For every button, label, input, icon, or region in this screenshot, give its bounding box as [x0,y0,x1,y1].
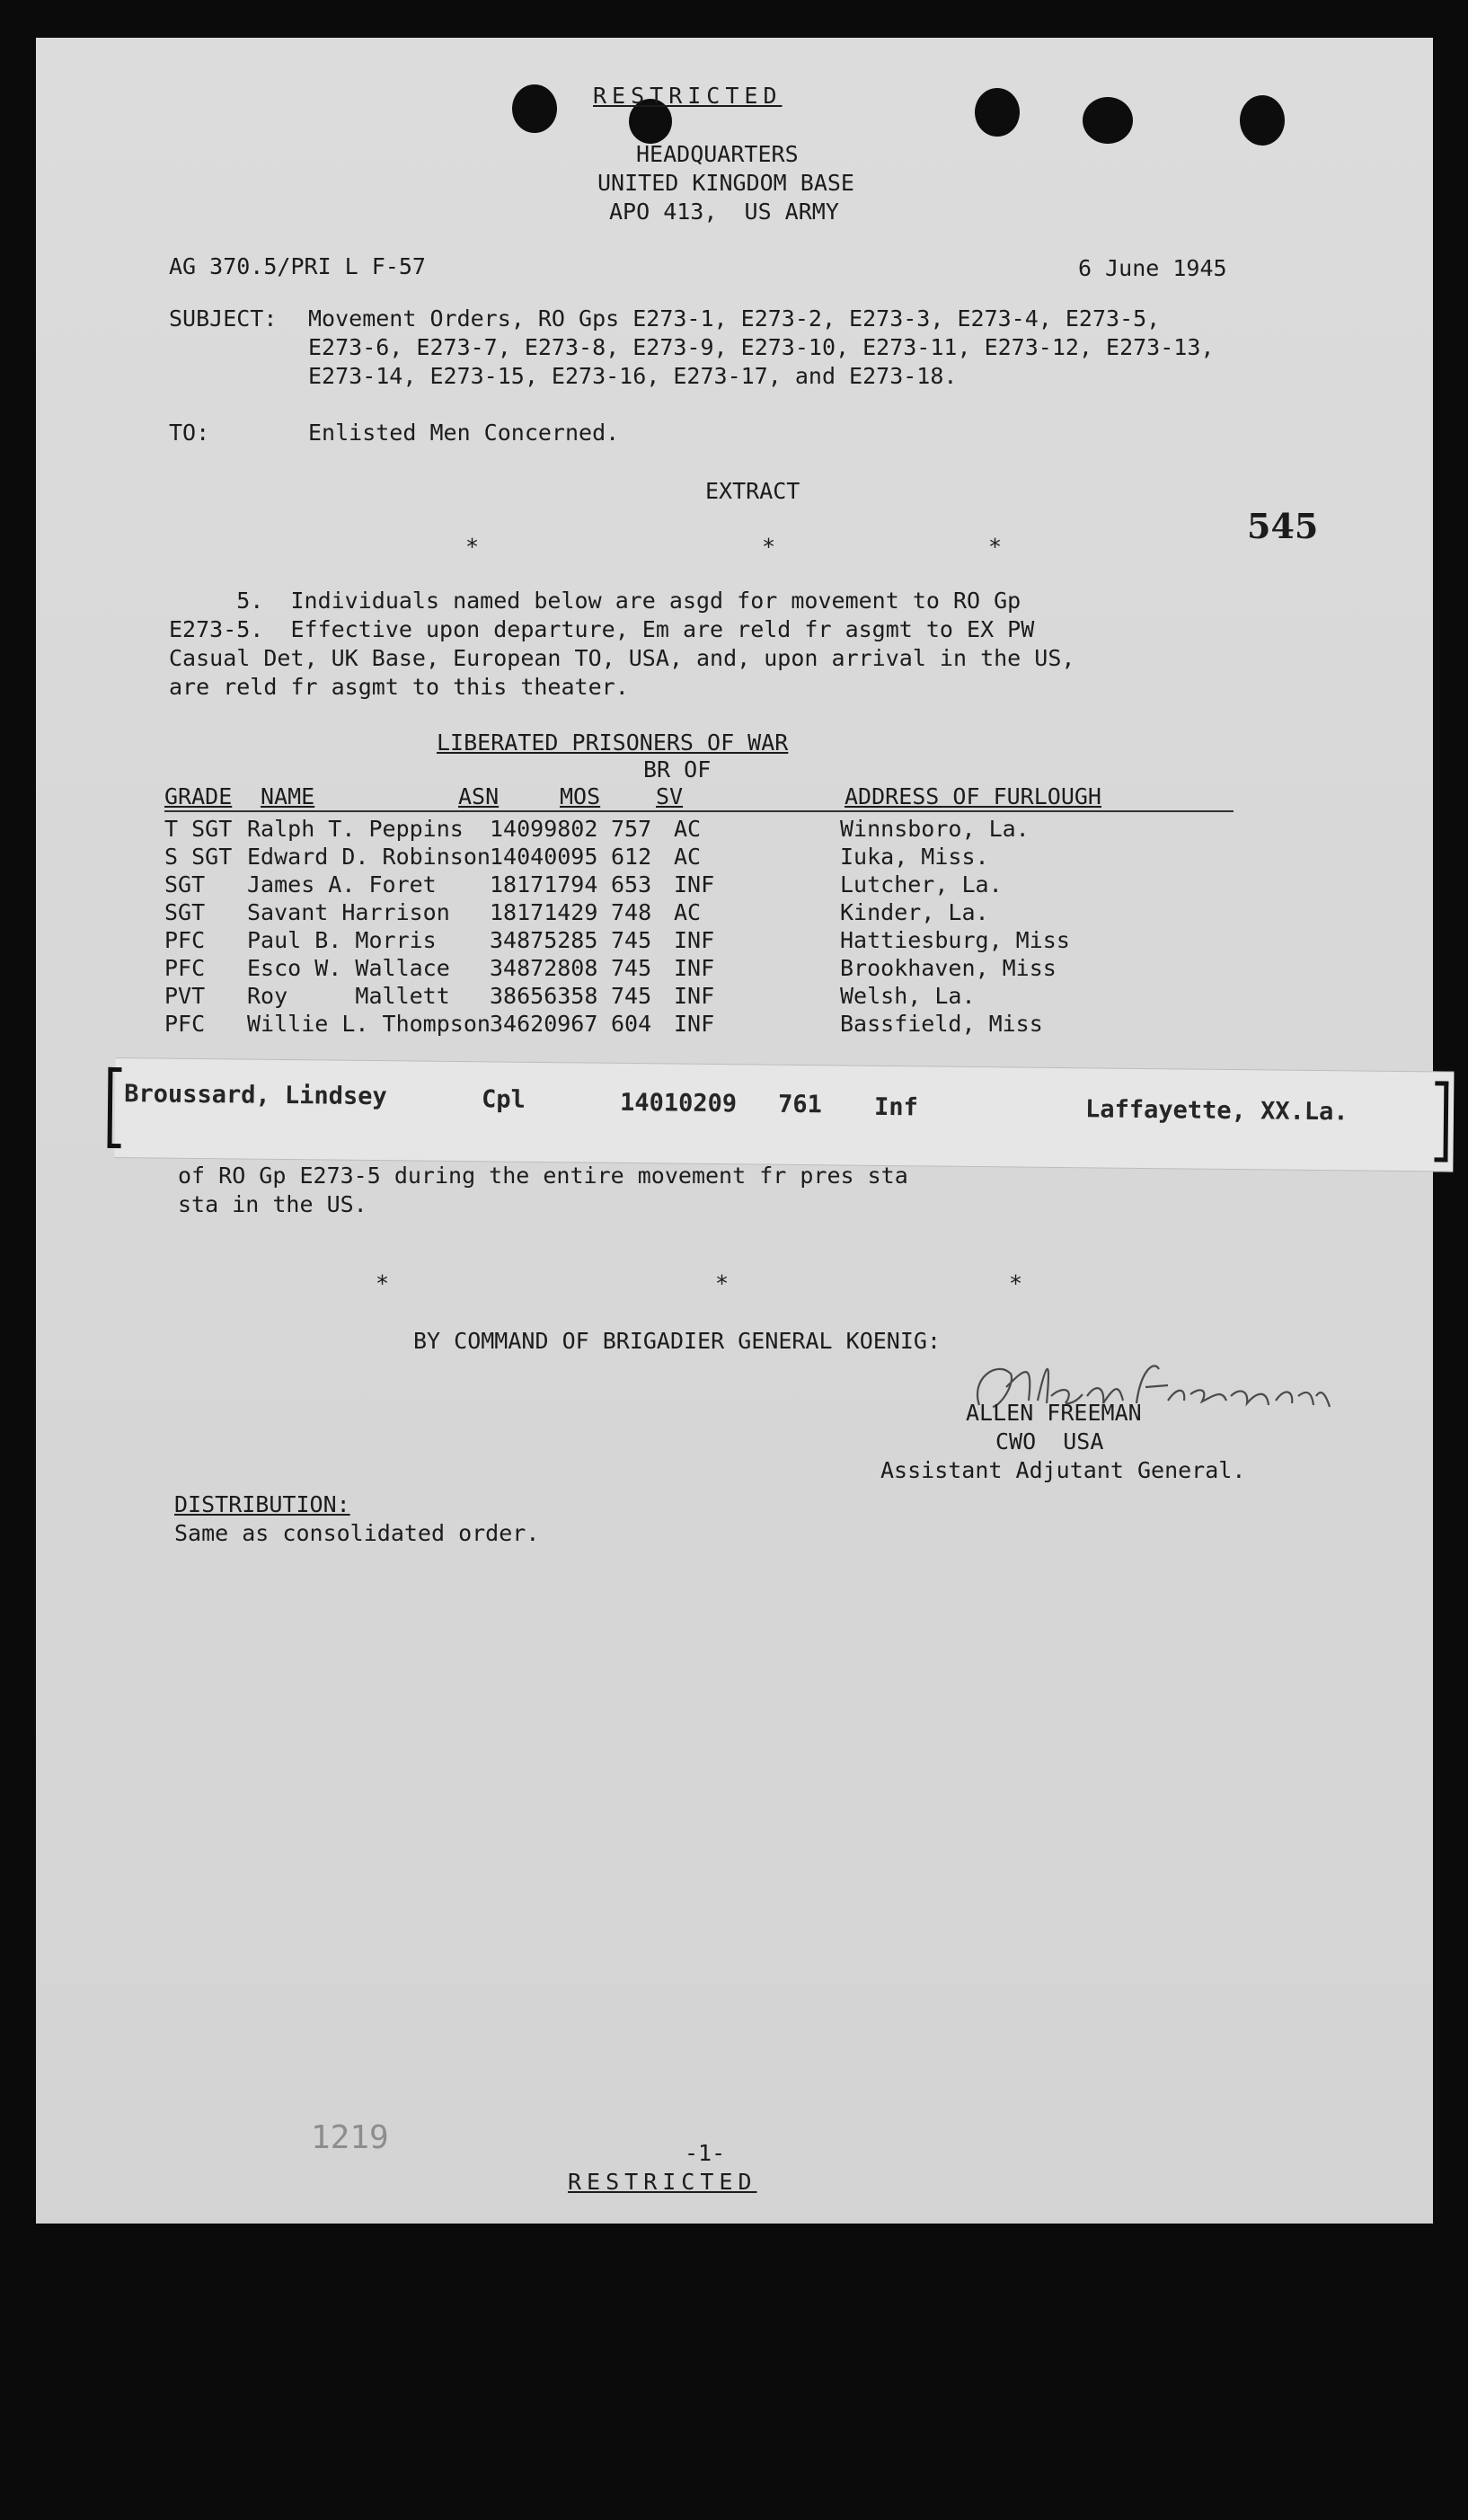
cell-asn: 14099802 [490,816,598,842]
strip-mos: 761 [777,1090,823,1119]
org-line-2: UNITED KINGDOM BASE [597,170,854,196]
table-header-row [36,783,1433,811]
cell-mos: 745 [611,955,652,981]
table-row [36,816,1433,844]
cell-address: Hattiesburg, Miss [840,927,1070,953]
extract-label: EXTRACT [705,478,800,504]
command-line: BY COMMAND OF BRIGADIER GENERAL KOENIG: [413,1328,941,1354]
strip-sv: Inf [873,1092,918,1122]
cell-grade: PVT [164,983,206,1009]
cell-asn: 18171794 [490,871,598,897]
cell-asn: 34872808 [490,955,598,981]
cell-mos: 757 [611,816,652,842]
correction-strip [114,1057,1454,1172]
cell-name: Edward D. Robinson [247,844,491,870]
cell-grade: PFC [164,955,206,981]
document-page [36,38,1433,2224]
org-line-3: APO 413, US ARMY [609,199,839,225]
footer-page-number: -1- [685,2140,726,2166]
table-row [36,927,1433,955]
cell-sv: INF [674,871,715,897]
table-row [36,844,1433,871]
header-address: ADDRESS OF FURLOUGH [845,783,1101,809]
header-underline [164,810,1234,812]
punch-hole [512,84,557,133]
br-of-label: BR OF [643,756,712,783]
cell-sv: AC [674,844,702,870]
cell-name: Roy Mallett [247,983,450,1009]
subject-line: Movement Orders, RO Gps E273-1, E273-2, E273-3, E273-4, E273-5, [308,305,1161,332]
cell-name: Savant Harrison [247,899,450,925]
cell-asn: 18171429 [490,899,598,925]
signer-title: Assistant Adjutant General. [880,1457,1246,1483]
signer-name: ALLEN FREEMAN [966,1400,1142,1426]
punch-hole [975,88,1020,137]
cell-asn: 14040095 [490,844,598,870]
header-sv: SV [656,783,684,809]
classification-header: RESTRICTED [593,83,783,109]
cell-asn: 38656358 [490,983,598,1009]
org-line-1: HEADQUARTERS [636,141,799,167]
asterisk: * [715,1270,730,1296]
cell-mos: 604 [611,1011,652,1037]
cell-name: Willie L. Thompson [247,1011,491,1037]
cell-sv: INF [674,1011,715,1037]
cell-address: Kinder, La. [840,899,989,925]
cell-asn: 34875285 [490,927,598,953]
cell-address: Lutcher, La. [840,871,1003,897]
strip-name: Broussard, Lindsey [123,1080,387,1111]
cell-name: Paul B. Morris [247,927,437,953]
continuation-line: of RO Gp E273-5 during the entire movement fr pres sta [178,1163,908,1189]
cell-grade: S SGT [164,844,233,870]
cell-mos: 612 [611,844,652,870]
right-bracket [1434,1081,1448,1162]
continuation-line: sta in the US. [178,1191,367,1217]
subject-line: E273-14, E273-15, E273-16, E273-17, and E273-18. [308,363,958,389]
left-bracket [108,1067,122,1148]
signer-rank: CWO USA [995,1428,1104,1455]
cell-grade: T SGT [164,816,233,842]
paragraph-line: Casual Det, UK Base, European TO, USA, and, upon arrival in the US, [169,645,1075,671]
cell-grade: SGT [164,871,206,897]
distribution-label: DISTRIBUTION: [174,1491,350,1517]
header-asn: ASN [458,783,500,809]
punch-hole [1240,95,1285,146]
table-row [36,955,1433,983]
to-text: Enlisted Men Concerned. [308,420,620,446]
file-reference: AG 370.5/PRI L F-57 [169,253,426,279]
distribution-text: Same as consolidated order. [174,1520,540,1546]
cell-address: Winnsboro, La. [840,816,1030,842]
cell-address: Brookhaven, Miss [840,955,1057,981]
cell-sv: INF [674,927,715,953]
cell-grade: PFC [164,927,206,953]
cell-address: Iuka, Miss. [840,844,989,870]
strip-grade: Cpl [481,1085,526,1114]
cell-sv: INF [674,983,715,1009]
table-row [36,871,1433,899]
cell-name: James A. Foret [247,871,437,897]
table-row [36,1011,1433,1039]
footer-stamp-number: 1219 [311,2119,389,2156]
cell-sv: AC [674,816,702,842]
cell-address: Bassfield, Miss [840,1011,1043,1037]
cell-name: Ralph T. Peppins [247,816,464,842]
strip-asn: 14010209 [619,1088,738,1119]
asterisk: * [376,1270,390,1296]
table-title: LIBERATED PRISONERS OF WAR [437,729,789,756]
table-row [36,899,1433,927]
cell-name: Esco W. Wallace [247,955,450,981]
footer-classification: RESTRICTED [568,2169,757,2195]
asterisk: * [465,534,480,560]
subject-line: E273-6, E273-7, E273-8, E273-9, E273-10, E273-11, E273-12, E273-13, [308,334,1215,360]
paragraph-line: 5. Individuals named below are asgd for movement to RO Gp [169,588,1021,614]
cell-address: Welsh, La. [840,983,976,1009]
cell-mos: 745 [611,927,652,953]
paragraph-line: are reld fr asgmt to this theater. [169,674,629,700]
cell-mos: 748 [611,899,652,925]
cell-grade: PFC [164,1011,206,1037]
cell-mos: 653 [611,871,652,897]
strip-address: Laffayette, XX.La. [1084,1095,1349,1127]
to-label: TO: [169,420,210,446]
cell-asn: 34620967 [490,1011,598,1037]
header-name: NAME [261,783,315,809]
cell-sv: INF [674,955,715,981]
asterisk: * [988,534,1003,560]
cell-sv: AC [674,899,702,925]
paragraph-line: E273-5. Effective upon departure, Em are reld fr asgmt to EX PW [169,616,1035,642]
punch-hole [1083,97,1133,144]
document-date: 6 June 1945 [1078,255,1227,281]
cell-mos: 745 [611,983,652,1009]
table-row [36,983,1433,1011]
asterisk: * [1009,1270,1023,1296]
cell-grade: SGT [164,899,206,925]
page-stamp: 545 [1247,506,1319,546]
asterisk: * [762,534,776,560]
subject-label: SUBJECT: [169,305,278,332]
header-mos: MOS [560,783,601,809]
header-grade: GRADE [164,783,233,809]
